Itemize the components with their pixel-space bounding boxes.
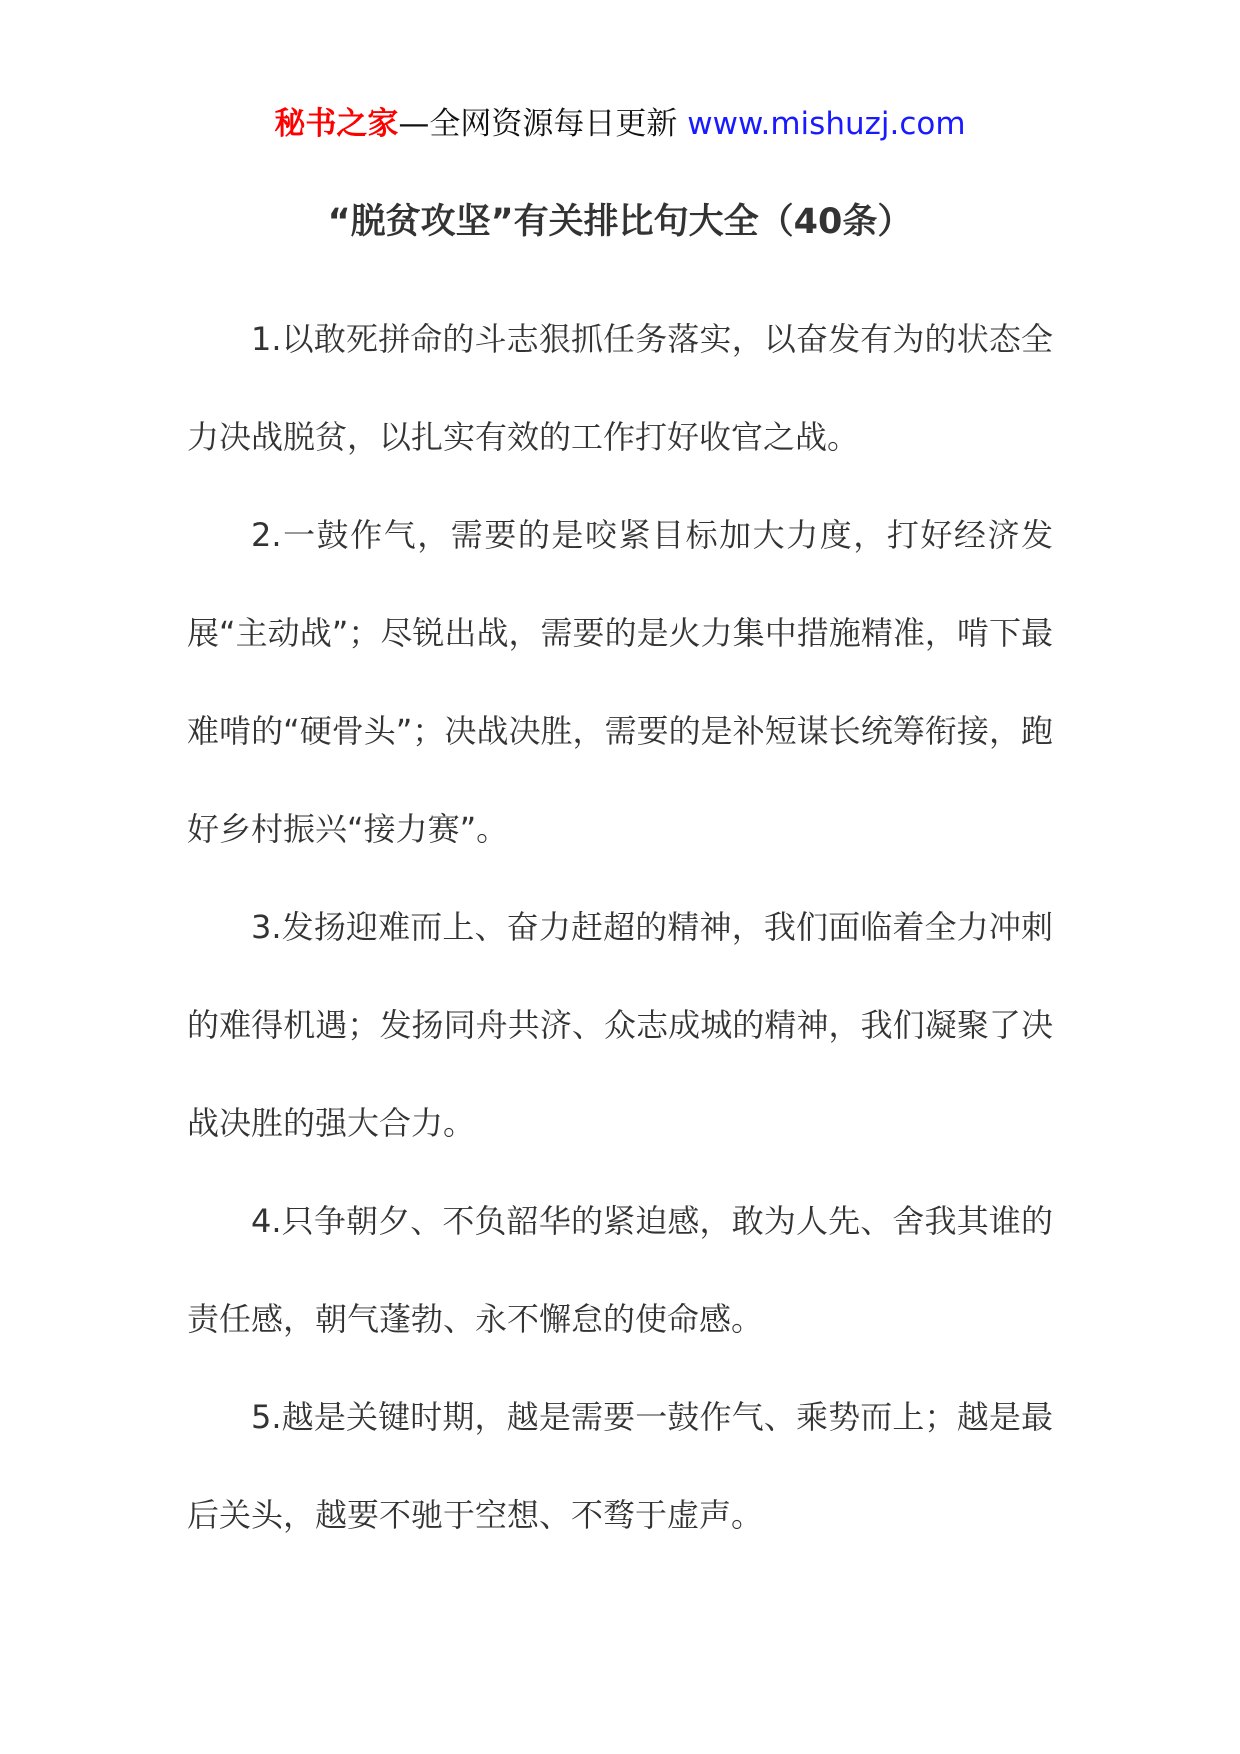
item-list	[187, 290, 1053, 1564]
site-url-link[interactable]: www.mishuzj.com	[687, 106, 966, 142]
header-tagline: —全网资源每日更新	[398, 106, 678, 142]
site-header	[0, 100, 1240, 148]
list-item: 4.只争朝夕、不负韶华的紧迫感，敢为人先、舍我其谁的责任感，朝气蓬勃、永不懈怠的使命感。	[187, 1202, 1053, 1338]
brand-name: 秘书之家	[274, 106, 399, 142]
list-item: 5.越是关键时期，越是需要一鼓作气、乘势而上；越是最后关头，越要不驰于空想、不骛于虚声。	[187, 1398, 1053, 1534]
document-title: “脱贫攻坚”有关排比句大全（40条）	[327, 202, 913, 242]
list-item: 1.以敢死拼命的斗志狠抓任务落实，以奋发有为的状态全力决战脱贫，以扎实有效的工作打好收官之战。	[187, 320, 1053, 456]
list-item: 2.一鼓作气，需要的是咬紧目标加大力度，打好经济发展“主动战”；尽锐出战，需要的是火力集中措施精准，啃下最难啃的“硬骨头”；决战决胜，需要的是补短谋长统筹衔接，跑好乡村振兴“接力赛”。	[187, 516, 1053, 848]
list-item: 3.发扬迎难而上、奋力赶超的精神，我们面临着全力冲刺的难得机遇；发扬同舟共济、众志成城的精神，我们凝聚了决战决胜的强大合力。	[187, 908, 1053, 1142]
